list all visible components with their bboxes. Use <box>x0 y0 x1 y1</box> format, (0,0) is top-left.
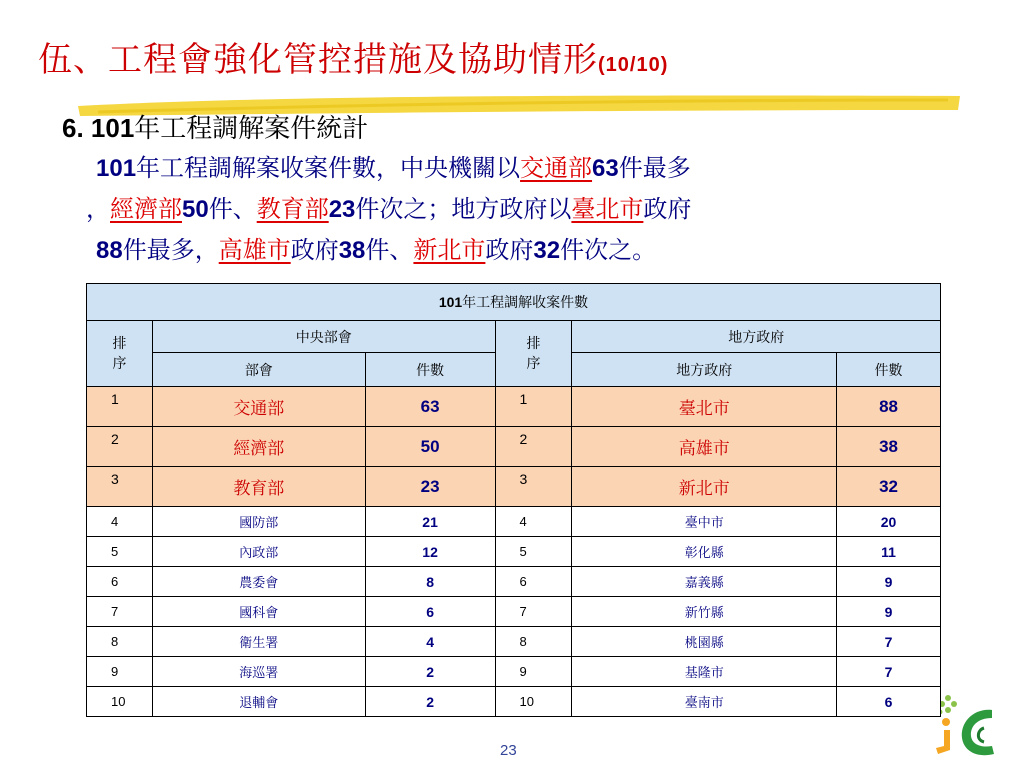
central-count-cell: 50 <box>365 427 495 467</box>
local-count-cell: 88 <box>837 387 941 427</box>
local-rank-cell: 8 <box>495 627 572 657</box>
summary-paragraph: 101年工程調解案收案件數，中央機關以交通部63件最多 ，經濟部50件、教育部23件次之；地方政府以臺北市政府 88件最多，高雄市政府38件、新北市政府32件次之。 <box>86 154 692 264</box>
rank-cell: 7 <box>87 597 153 627</box>
central-count-cell: 21 <box>365 507 495 537</box>
central-dept-cell: 國科會 <box>152 597 365 627</box>
table-row <box>87 687 941 717</box>
highlight-text: 教育部 <box>256 195 329 223</box>
central-dept-cell: 教育部 <box>152 467 365 507</box>
central-dept-cell: 農委會 <box>152 567 365 597</box>
highlight-text: 經濟部 <box>110 195 182 223</box>
highlight-text: 交通部 <box>520 154 593 182</box>
table-row <box>87 627 941 657</box>
rank-cell: 9 <box>87 657 153 687</box>
title-suffix: (10/10) <box>598 54 669 76</box>
table-row <box>87 507 941 537</box>
table-caption: 101年工程調解收案件數 <box>87 284 941 321</box>
local-rank-cell: 6 <box>495 567 572 597</box>
section-heading: 6. 101年工程調解案件統計 <box>62 113 369 144</box>
local-header: 地方政府 <box>572 321 941 353</box>
mediation-cases-table <box>86 283 941 717</box>
local-count-cell: 38 <box>837 427 941 467</box>
central-dept-cell: 退輔會 <box>152 687 365 717</box>
central-count-cell: 6 <box>365 597 495 627</box>
local-gov-cell: 臺中市 <box>572 507 837 537</box>
table-row <box>87 387 941 427</box>
highlight-text: 新北市 <box>413 236 486 264</box>
local-rank-cell: 10 <box>495 687 572 717</box>
local-count-cell: 6 <box>837 687 941 717</box>
central-count-cell: 12 <box>365 537 495 567</box>
rank-cell: 6 <box>87 567 153 597</box>
table-row <box>87 427 941 467</box>
central-header: 中央部會 <box>152 321 495 353</box>
rank-cell: 4 <box>87 507 153 537</box>
organization-logo <box>930 688 1006 764</box>
highlight-text: 高雄市 <box>218 236 291 264</box>
local-gov-cell: 新北市 <box>572 467 837 507</box>
rank-header-local: 排 序 <box>495 321 572 387</box>
slide-title: 伍、工程會強化管控措施及協助情形(10/10) <box>38 40 669 80</box>
local-count-cell: 20 <box>837 507 941 537</box>
local-rank-cell: 3 <box>495 467 572 507</box>
rank-cell: 3 <box>87 467 153 507</box>
local-gov-cell: 嘉義縣 <box>572 567 837 597</box>
table-row <box>87 567 941 597</box>
col-header-count: 件數 <box>365 353 495 387</box>
local-gov-cell: 高雄市 <box>572 427 837 467</box>
local-rank-cell: 5 <box>495 537 572 567</box>
central-count-cell: 4 <box>365 627 495 657</box>
rank-cell: 10 <box>87 687 153 717</box>
local-rank-cell: 7 <box>495 597 572 627</box>
highlight-text: 臺北市 <box>571 195 644 223</box>
page-number: 23 <box>500 742 517 759</box>
local-gov-cell: 彰化縣 <box>572 537 837 567</box>
local-count-cell: 32 <box>837 467 941 507</box>
local-rank-cell: 2 <box>495 427 572 467</box>
central-count-cell: 2 <box>365 657 495 687</box>
table-row <box>87 657 941 687</box>
col-header-dept: 部會 <box>152 353 365 387</box>
table-row <box>87 537 941 567</box>
rank-header: 排 序 <box>87 321 153 387</box>
rank-cell: 1 <box>87 387 153 427</box>
central-count-cell: 63 <box>365 387 495 427</box>
central-count-cell: 8 <box>365 567 495 597</box>
table-row <box>87 597 941 627</box>
local-gov-cell: 基隆市 <box>572 657 837 687</box>
rank-cell: 8 <box>87 627 153 657</box>
local-count-cell: 7 <box>837 657 941 687</box>
central-count-cell: 2 <box>365 687 495 717</box>
local-gov-cell: 桃園縣 <box>572 627 837 657</box>
local-count-cell: 11 <box>837 537 941 567</box>
local-count-cell: 9 <box>837 597 941 627</box>
central-dept-cell: 國防部 <box>152 507 365 537</box>
local-rank-cell: 9 <box>495 657 572 687</box>
local-gov-cell: 臺北市 <box>572 387 837 427</box>
rank-cell: 2 <box>87 427 153 467</box>
local-gov-cell: 臺南市 <box>572 687 837 717</box>
rank-cell: 5 <box>87 537 153 567</box>
col-header-local: 地方政府 <box>572 353 837 387</box>
col-header-count-local: 件數 <box>837 353 941 387</box>
local-rank-cell: 4 <box>495 507 572 537</box>
local-count-cell: 9 <box>837 567 941 597</box>
local-gov-cell: 新竹縣 <box>572 597 837 627</box>
central-dept-cell: 交通部 <box>152 387 365 427</box>
central-count-cell: 23 <box>365 467 495 507</box>
central-dept-cell: 經濟部 <box>152 427 365 467</box>
local-rank-cell: 1 <box>495 387 572 427</box>
local-count-cell: 7 <box>837 627 941 657</box>
central-dept-cell: 衛生署 <box>152 627 365 657</box>
central-dept-cell: 內政部 <box>152 537 365 567</box>
table-row <box>87 467 941 507</box>
central-dept-cell: 海巡署 <box>152 657 365 687</box>
